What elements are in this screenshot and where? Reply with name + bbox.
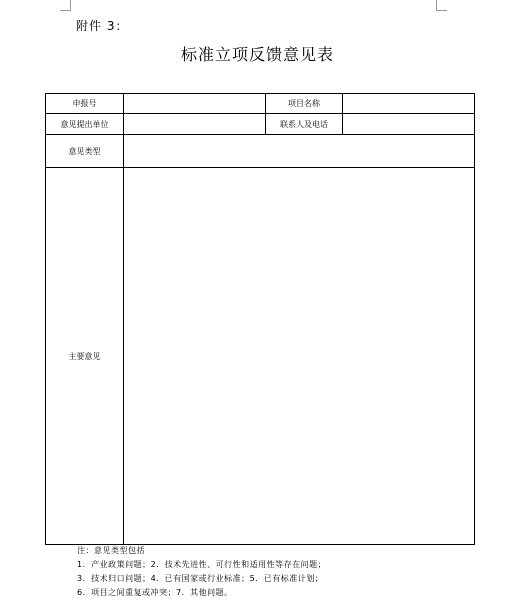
note-section [77,544,326,600]
main-opinion-field[interactable] [124,168,475,545]
contact-label: 联系人及电话 [266,114,343,135]
page-corner-mark-left [60,0,71,11]
note-line: 1．产业政策问题；2．技术先进性、可行性和适用性等存在问题； [77,560,327,569]
form-row-application-number [46,94,475,114]
project-name-label: 项目名称 [266,94,343,114]
attachment-label: 附件 3： [76,19,129,33]
feedback-form-table [45,93,475,545]
application-number-field[interactable] [124,94,266,114]
contact-field[interactable] [343,114,475,135]
opinion-type-label: 意见类型 [46,135,124,168]
note-line: 6．项目之间重复或冲突；7．其他问题。 [77,588,233,597]
document-title: 标准立项反馈意见表 [180,45,334,64]
submitting-unit-label: 意见提出单位 [46,114,124,135]
note-heading: 注：意见类型包括 [77,546,145,555]
page-corner-mark-right [436,0,447,11]
form-row-submitting-unit [46,114,475,135]
note-line: 3．技术归口问题；4．已有国家或行业标准；5．已有标准计划； [77,574,324,583]
form-row-opinion-type [46,135,475,168]
project-name-field[interactable] [343,94,475,114]
application-number-label: 申报号 [46,94,124,114]
main-opinion-label: 主要意见 [46,168,124,545]
opinion-type-field[interactable] [124,135,475,168]
form-row-main-opinion [46,168,475,545]
submitting-unit-field[interactable] [124,114,266,135]
